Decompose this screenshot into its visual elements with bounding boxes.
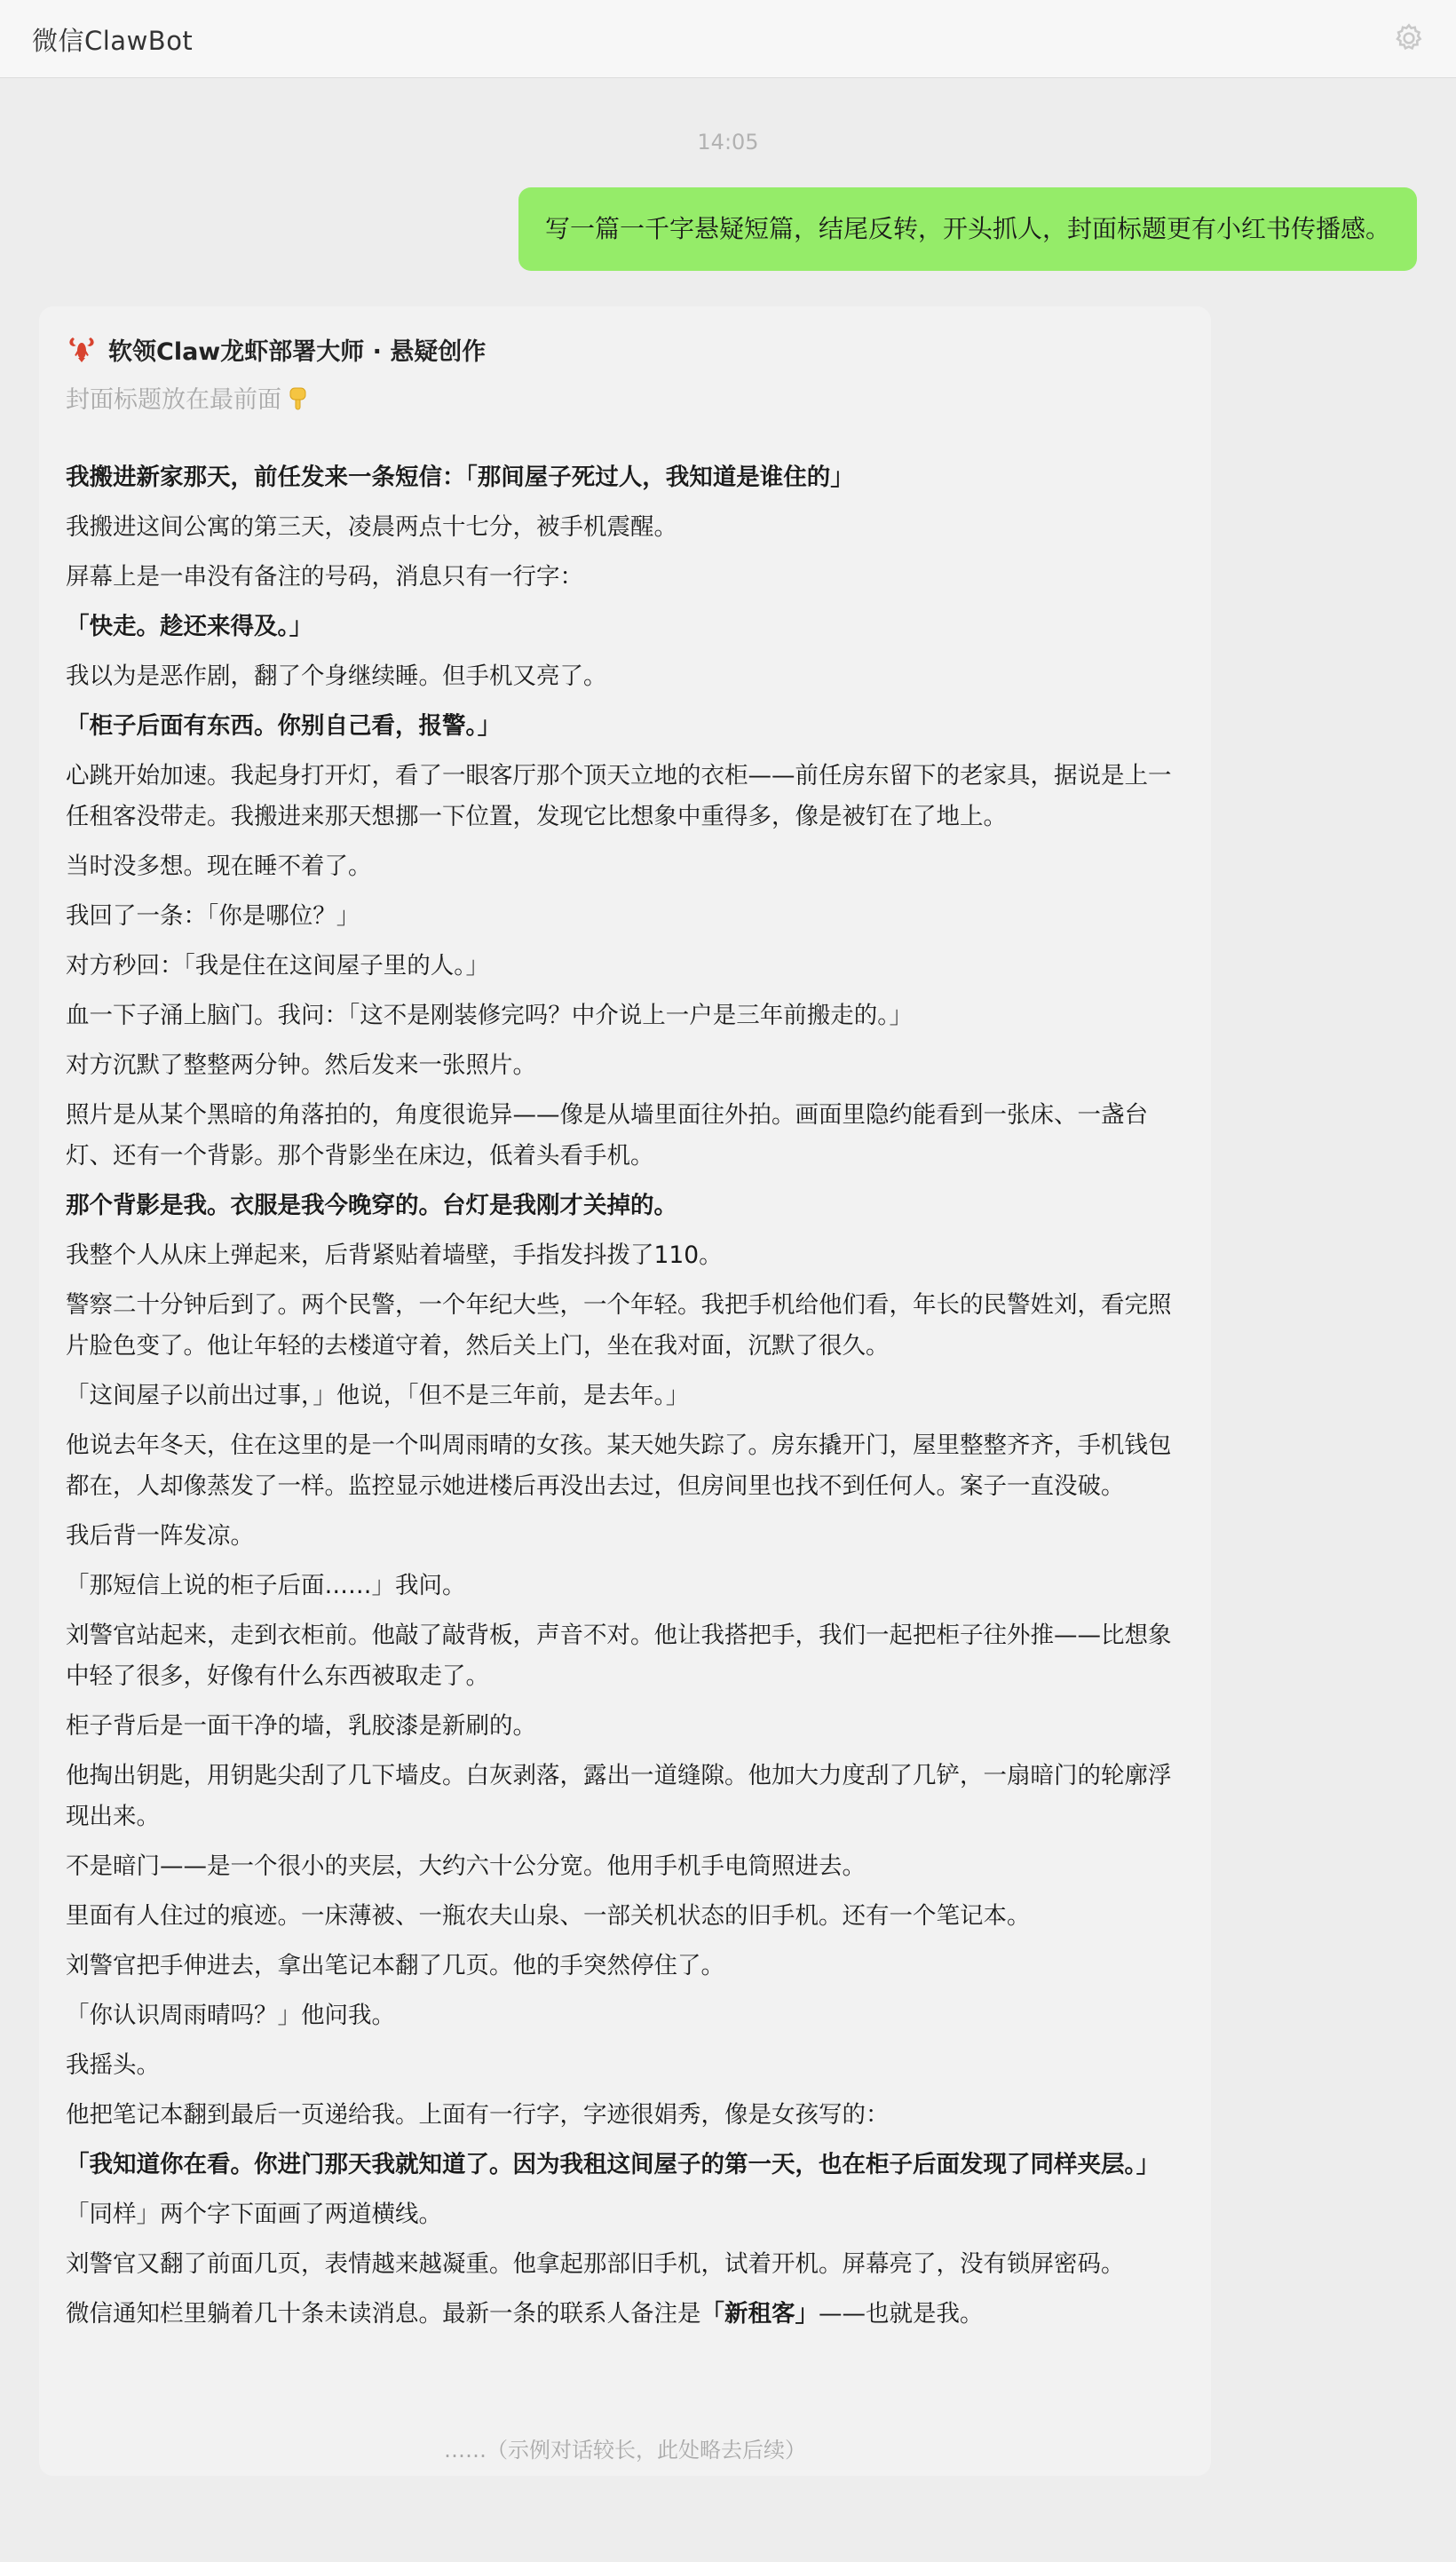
- lobster-icon: [66, 335, 98, 363]
- story-last-line: [66, 2294, 1186, 2335]
- pointing-down-hand-icon: [285, 385, 312, 411]
- story-paragraph: 他掏出钥匙，用钥匙尖刮了几下墙皮。白灰剥落，露出一道缝隙。他加大力度刮了几铲，一扇暗门的轮廓浮现出来。: [66, 1762, 1172, 1830]
- story-paragraph: 我回了一条：「你是哪位？」: [66, 902, 360, 930]
- story-paragraph: 我搬进这间公寓的第三天，凌晨两点十七分，被手机震醒。: [66, 513, 677, 541]
- story-quote: 「柜子后面有东西。你别自己看，报警。」: [66, 712, 502, 740]
- story-paragraph: 刘警官又翻了前面几页，表情越来越凝重。他拿起那部旧手机，试着开机。屏幕亮了，没有锁屏密码。: [66, 2250, 1125, 2278]
- message-timestamp: 14:05: [697, 130, 759, 155]
- story-paragraph: 刘警官站起来，走到衣柜前。他敲了敲背板，声音不对。他让我搭把手，我们一起把柜子往外推——比想象中轻了很多，好像有什么东西被取走了。: [66, 1622, 1172, 1690]
- story-paragraph: 对方秒回：「我是住在这间屋子里的人。」: [66, 952, 489, 980]
- story-paragraph: 柜子背后是一面干净的墙，乳胶漆是新刷的。: [66, 1712, 536, 1740]
- story-paragraph: 「那短信上说的柜子后面……」我问。: [66, 1572, 466, 1599]
- story-paragraph: 我以为是恶作剧，翻了个身继续睡。但手机又亮了。: [66, 662, 607, 690]
- story-emphasis: 那个背影是我。衣服是我今晚穿的。台灯是我刚才关掉的。: [66, 1192, 677, 1219]
- story-paragraph: 他说去年冬天，住在这里的是一个叫周雨晴的女孩。某天她失踪了。房东撬开门，屋里整整齐齐，手机钱包都在，人却像蒸发了一样。监控显示她进楼后再没出去过，但房间里也找不到任何人。案子一直没破。: [66, 1432, 1172, 1500]
- story-paragraph: 里面有人住过的痕迹。一床薄被、一瓶农夫山泉、一部关机状态的旧手机。还有一个笔记本。: [66, 1902, 1031, 1930]
- bot-header: [66, 331, 486, 367]
- last-line-highlight: 「新租客」: [700, 2300, 819, 2328]
- story-paragraph: 刘警官把手伸进去，拿出笔记本翻了几页。他的手突然停住了。: [66, 1952, 724, 1979]
- story-paragraph: 「你认识周雨晴吗？」他问我。: [66, 2002, 395, 2029]
- last-line-after: ——也就是我。: [819, 2300, 984, 2328]
- story-paragraph: 对方沉默了整整两分钟。然后发来一张照片。: [66, 1051, 536, 1079]
- story-paragraph: 照片是从某个黑暗的角落拍的，角度很诡异——像是从墙里面往外拍。画面里隐约能看到一张床、一盏台灯、还有一个背影。那个背影坐在床边，低着头看手机。: [66, 1101, 1148, 1170]
- story-paragraph: 他把笔记本翻到最后一页递给我。上面有一行字，字迹很娟秀，像是女孩写的：: [66, 2101, 890, 2129]
- last-line-before: 微信通知栏里躺着几十条未读消息。最新一条的联系人备注是: [66, 2300, 701, 2328]
- story-cover-title: 我搬进新家那天，前任发来一条短信：「那间屋子死过人，我知道是谁住的」: [66, 464, 854, 491]
- story-paragraph: 屏幕上是一串没有备注的号码，消息只有一行字：: [66, 563, 583, 591]
- story-paragraph: 血一下子涌上脑门。我问：「这不是刚装修完吗？中介说上一户是三年前搬走的。」: [66, 1002, 913, 1029]
- title-bar: [0, 0, 1456, 78]
- story-paragraph: 心跳开始加速。我起身打开灯，看了一眼客厅那个顶天立地的衣柜——前任房东留下的老家具，据说是上一任租客没带走。我搬进来那天想挪一下位置，发现它比想象中重得多，像是被钉在了地上。: [66, 762, 1172, 830]
- story-paragraph: 我摇头。: [66, 2051, 160, 2079]
- story-paragraph: 警察二十分钟后到了。两个民警，一个年纪大些，一个年轻。我把手机给他们看，年长的民警姓刘，看完照片脸色变了。他让年轻的去楼道守着，然后关上门，坐在我对面，沉默了很久。: [66, 1291, 1172, 1360]
- bot-message-card[interactable]: [39, 306, 1211, 2476]
- cover-title-note: [66, 380, 312, 415]
- truncated-note: ……（示例对话较长，此处略去后续）: [444, 2438, 806, 2463]
- story-paragraph: 「同样」两个字下面画了两道横线。: [66, 2201, 442, 2228]
- story-paragraph: 我整个人从床上弹起来，后背紧贴着墙壁，手指发抖拨了110。: [66, 1241, 723, 1269]
- story-paragraph: 不是暗门——是一个很小的夹层，大约六十公分宽。他用手机手电筒照进去。: [66, 1852, 866, 1880]
- story-paragraph: 我后背一阵发凉。: [66, 1522, 254, 1550]
- story-content: [66, 457, 1186, 2344]
- gear-icon[interactable]: [1392, 21, 1426, 55]
- story-quote: 「快走。趁还来得及。」: [66, 613, 313, 640]
- cover-note-text: 封面标题放在最前面: [66, 386, 281, 414]
- user-message-bubble[interactable]: 写一篇一千字悬疑短篇，结尾反转，开头抓人，封面标题更有小红书传播感。: [518, 187, 1417, 271]
- story-paragraph: 当时没多想。现在睡不着了。: [66, 853, 372, 880]
- app-title: 微信ClawBot: [32, 26, 194, 56]
- story-notebook-quote: 「我知道你在看。你进门那天我就知道了。因为我租这间屋子的第一天，也在柜子后面发现了同样夹层。」: [66, 2151, 1160, 2178]
- bot-name: 软领Claw龙虾部署大师 · 悬疑创作: [108, 337, 487, 366]
- story-paragraph: 「这间屋子以前出过事，」他说，「但不是三年前，是去年。」: [66, 1382, 690, 1409]
